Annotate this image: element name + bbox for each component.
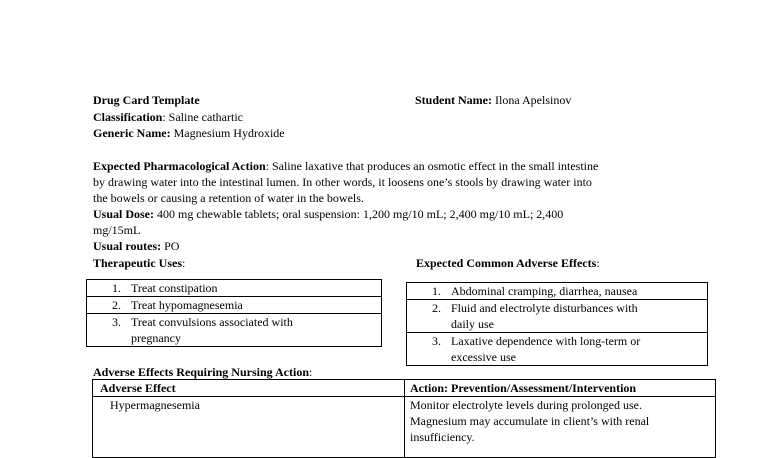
table-row xyxy=(87,280,382,297)
generic-name-label: Generic Name: xyxy=(93,126,171,140)
therapeutic-uses-table xyxy=(86,279,382,347)
list-item-line-1: Treat convulsions associated with xyxy=(131,315,293,329)
table-cell xyxy=(407,283,708,300)
nursing-action-colon: : xyxy=(309,365,313,379)
table-row xyxy=(87,314,382,347)
list-item-line-2: daily use xyxy=(451,317,494,331)
action-line-2 xyxy=(93,174,592,190)
dose-text-1: 400 mg chewable tablets; oral suspension: 1,200 mg/10 mL; 2,400 mg/10 mL; 2,400 xyxy=(157,207,564,221)
action-line-3: insufficiency. xyxy=(410,430,475,444)
common-adverse-table xyxy=(406,282,708,366)
classification-value: : Saline cathartic xyxy=(162,110,243,124)
common-adverse-colon: : xyxy=(596,256,600,270)
action-text-2: by drawing water into the intestinal lumen. In other words, it loosens one’s stools by drawing water into xyxy=(93,175,592,189)
list-item xyxy=(451,333,640,365)
nursing-action-table xyxy=(92,379,716,458)
list-item: Abdominal cramping, diarrhea, nausea xyxy=(451,284,638,298)
classification-label: Classification xyxy=(93,110,163,124)
student-name-line xyxy=(415,92,571,108)
list-item xyxy=(451,300,638,332)
list-item xyxy=(131,314,293,346)
action-column-header: Action: Prevention/Assessment/Intervention xyxy=(410,381,637,395)
table-cell xyxy=(407,333,708,366)
list-number: 3. xyxy=(112,315,121,329)
generic-name-line xyxy=(93,125,285,141)
table-row xyxy=(407,300,708,333)
table-cell xyxy=(87,314,382,347)
template-title-line xyxy=(93,92,200,108)
table-cell xyxy=(407,300,708,333)
table-cell xyxy=(87,280,382,297)
table-header-cell xyxy=(405,380,716,397)
table-header-row xyxy=(93,380,716,397)
table-cell xyxy=(405,397,716,458)
student-name-label: Student Name: xyxy=(415,93,492,107)
classification-line xyxy=(93,109,243,125)
therapeutic-uses-colon: : xyxy=(182,256,186,270)
list-item-line-2: pregnancy xyxy=(131,331,181,345)
table-row xyxy=(407,333,708,366)
routes-line xyxy=(93,238,179,254)
action-line-1 xyxy=(93,158,598,174)
table-cell xyxy=(93,397,405,458)
nursing-action-label: Adverse Effects Requiring Nursing Action xyxy=(93,365,309,379)
nursing-action-heading xyxy=(93,364,312,380)
dose-line-1 xyxy=(93,206,563,222)
list-number: 2. xyxy=(432,301,441,315)
action-line-2: Magnesium may accumulate in client’s with renal xyxy=(410,414,650,428)
list-number: 2. xyxy=(112,298,121,312)
template-title: Drug Card Template xyxy=(93,93,200,107)
action-text-1: : Saline laxative that produces an osmotic effect in the small intestine xyxy=(265,159,599,173)
table-row xyxy=(407,283,708,300)
list-item-line-1: Laxative dependence with long-term or xyxy=(451,334,641,348)
action-line-1: Monitor electrolyte levels during prolonged use. xyxy=(410,398,642,412)
adverse-effect-column-header: Adverse Effect xyxy=(100,381,176,395)
list-item: Treat constipation xyxy=(131,281,218,295)
list-item-line-2: excessive use xyxy=(451,350,516,364)
action-line-3 xyxy=(93,190,364,206)
table-row xyxy=(87,297,382,314)
therapeutic-uses-heading xyxy=(93,255,185,271)
common-adverse-heading xyxy=(416,255,600,271)
generic-name-value: Magnesium Hydroxide xyxy=(173,126,285,140)
routes-label: Usual routes: xyxy=(93,239,162,253)
table-row xyxy=(93,397,716,458)
therapeutic-uses-label: Therapeutic Uses xyxy=(93,256,182,270)
list-item: Treat hypomagnesemia xyxy=(131,298,243,312)
student-name-value: Ilona Apelsinov xyxy=(495,93,572,107)
action-label: Expected Pharmacological Action xyxy=(93,159,266,173)
dose-label: Usual Dose: xyxy=(93,207,155,221)
list-number: 1. xyxy=(112,281,121,295)
dose-text-2: mg/15mL xyxy=(93,223,141,237)
adverse-effect-value: Hypermagnesemia xyxy=(110,398,200,412)
list-number: 1. xyxy=(432,284,441,298)
common-adverse-label: Expected Common Adverse Effects xyxy=(416,256,597,270)
action-text-3: the bowels or causing a retention of water in the bowels. xyxy=(93,191,364,205)
list-number: 3. xyxy=(432,334,441,348)
routes-value: PO xyxy=(164,239,180,253)
dose-line-2 xyxy=(93,222,140,238)
table-header-cell xyxy=(93,380,405,397)
list-item-line-1: Fluid and electrolyte disturbances with xyxy=(451,301,638,315)
table-cell xyxy=(87,297,382,314)
